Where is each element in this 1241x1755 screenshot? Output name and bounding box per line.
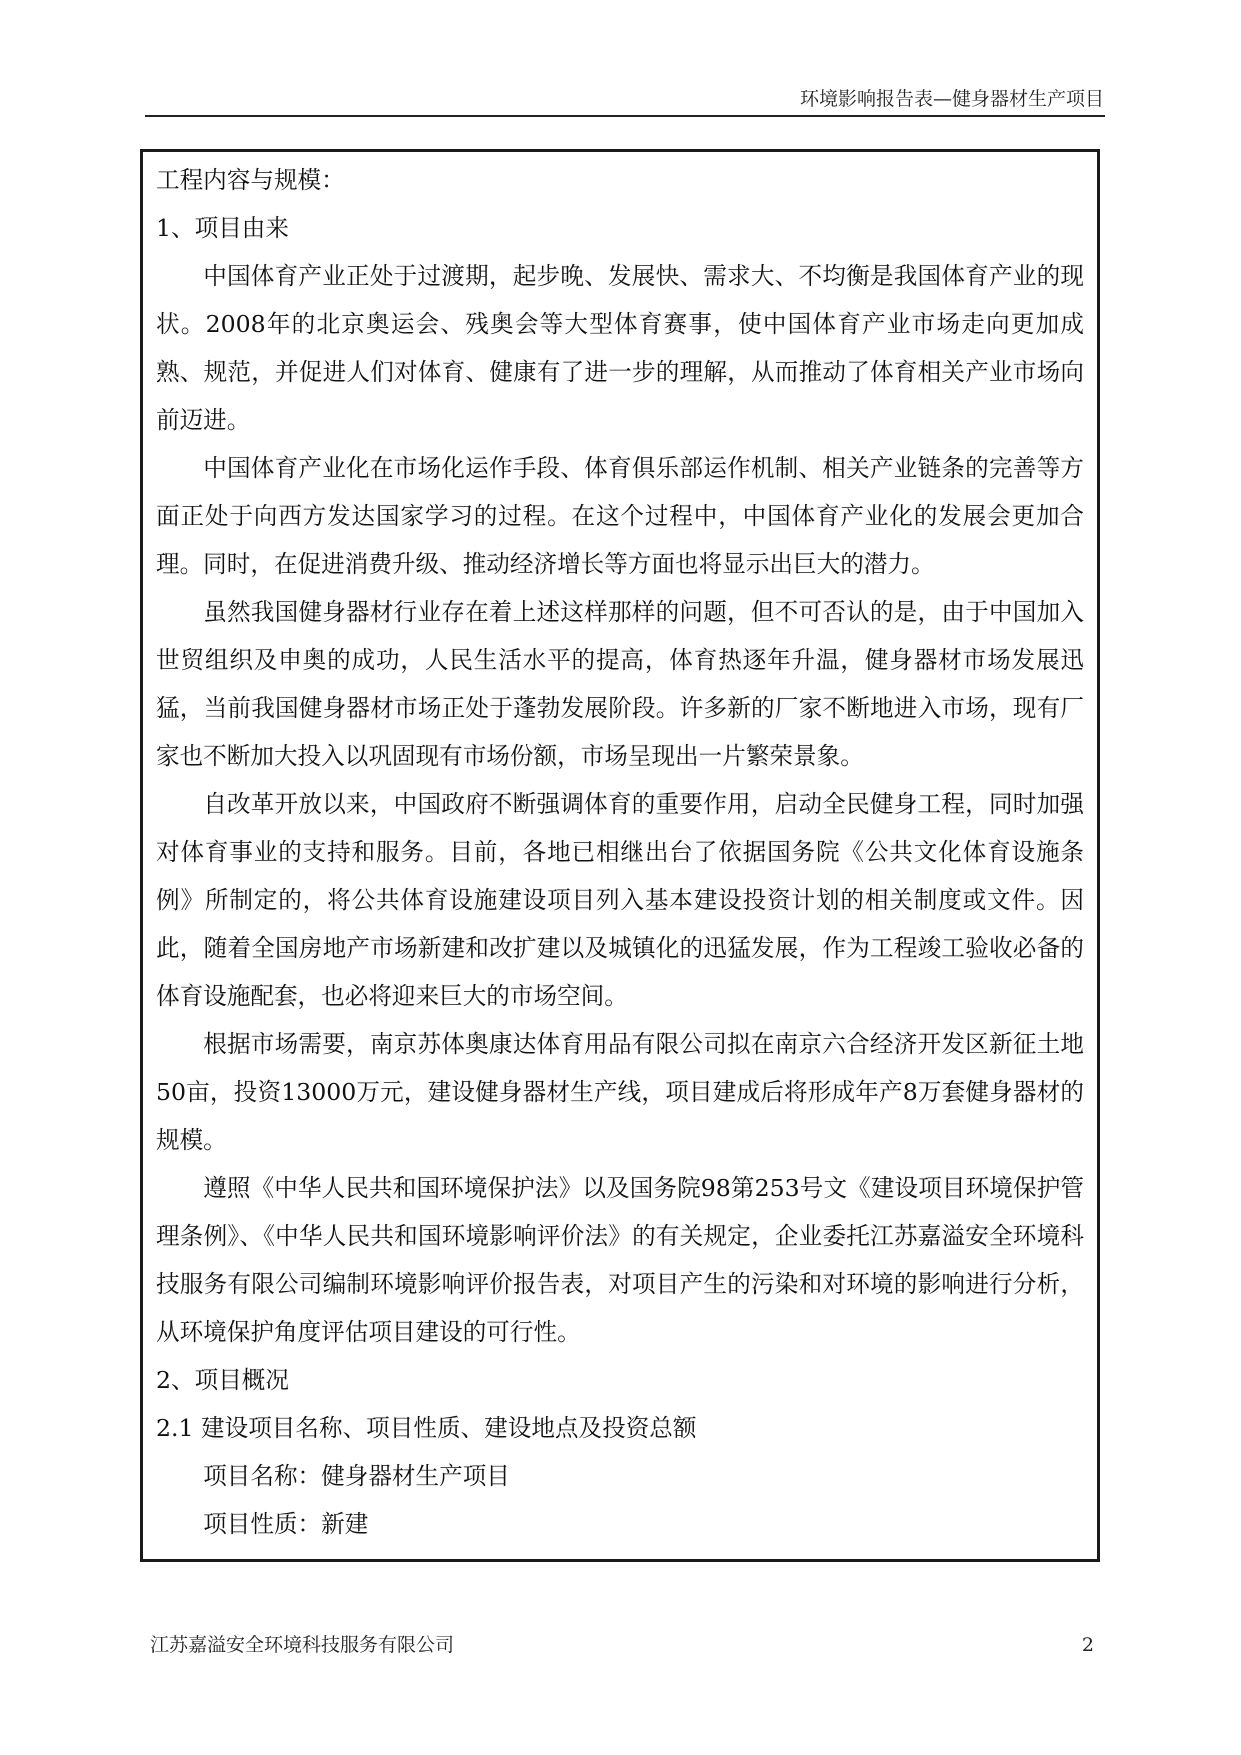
footer-company: 江苏嘉溢安全环境科技服务有限公司 [150,1634,455,1656]
paragraph-legal-basis: 遵照《中华人民共和国环境保护法》以及国务院98第253号文《建设项目环境保护管理条例》、《中华人民共和国环境影响评价法》的有关规定，企业委托江苏嘉溢安全环境科技服务有限公司编制环境影响评价报告表，对项目产生的污染和对环境的影响进行分析，从环境保护角度评估项目建设的可行性。 [156,1174,1084,1346]
page-header-title: 环境影响报告表—健身器材生产项目 [799,88,1104,110]
subsection-heading-origin: 1、项目由来 [156,214,289,242]
content-frame [140,149,1100,1562]
subsection-heading-overview: 2、项目概况 [156,1366,289,1394]
header-divider [145,115,1105,117]
paragraph-government-policy: 自改革开放以来，中国政府不断强调体育的重要作用，启动全民健身工程，同时加强对体育事业的支持和服务。目前，各地已相继出台了依据国务院《公共文化体育设施条例》所制定的，将公共体育设施建设项目列入基本建设投资计划的相关制度或文件。因此，随着全国房地产市场新建和改扩建以及城镇化的迅猛发展，作为工程竣工验收必备的体育设施配套，也必将迎来巨大的市场空间。 [156,790,1084,1010]
subsection-heading-basic-info: 2.1 建设项目名称、项目性质、建设地点及投资总额 [156,1414,697,1442]
page-number: 2 [1081,1634,1094,1656]
section-title: 工程内容与规模： [156,166,345,194]
paragraph-project-plan: 根据市场需要，南京苏体奥康达体育用品有限公司拟在南京六合经济开发区新征土地50亩，投资13000万元，建设健身器材生产线，项目建成后将形成年产8万套健身器材的规模。 [156,1030,1084,1154]
paragraph-industry-status: 中国体育产业正处于过渡期，起步晚、发展快、需求大、不均衡是我国体育产业的现状。2008年的北京奥运会、残奥会等大型体育赛事，使中国体育产业市场走向更加成熟、规范，并促进人们对体育、健康有了进一步的理解，从而推动了体育相关产业市场向前迈进。 [156,262,1084,434]
paragraph-market-growth: 虽然我国健身器材行业存在着上述这样那样的问题，但不可否认的是，由于中国加入世贸组织及申奥的成功，人民生活水平的提高，体育热逐年升温，健身器材市场发展迅猛，当前我国健身器材市场正处于蓬勃发展阶段。许多新的厂家不断地进入市场，现有厂家也不断加大投入以巩固现有市场份额，市场呈现出一片繁荣景象。 [156,598,1084,770]
project-name-line: 项目名称：健身器材生产项目 [203,1462,510,1490]
paragraph-industrialization: 中国体育产业化在市场化运作手段、体育俱乐部运作机制、相关产业链条的完善等方面正处于向西方发达国家学习的过程。在这个过程中，中国体育产业化的发展会更加合理。同时，在促进消费升级、推动经济增长等方面也将显示出巨大的潜力。 [156,454,1084,578]
project-nature-line: 项目性质：新建 [203,1510,369,1538]
